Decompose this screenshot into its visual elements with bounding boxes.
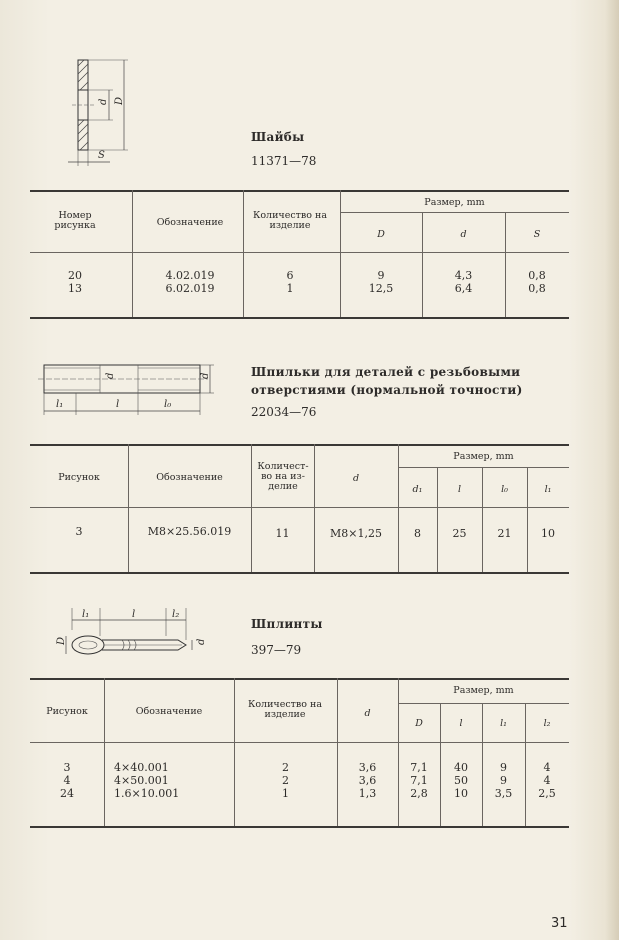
studs-d: М8×1,25 <box>330 527 382 540</box>
page-edge-shadow <box>605 0 619 940</box>
washers-designation: 4.02.019 6.02.019 <box>165 269 215 295</box>
studs-title-line2: отверстиями (нормальной точности) <box>251 383 523 397</box>
cotter-label-l: l <box>132 609 136 620</box>
studs-vline-7 <box>527 467 528 572</box>
cotter-header-l: l <box>459 718 463 729</box>
studs-header-l1: l₁ <box>544 484 552 495</box>
stud-label-d-outer: d <box>200 372 211 379</box>
cotter-title: Шплинты <box>251 617 323 631</box>
cotter-header-bottom <box>30 742 569 743</box>
studs-designation: М8×25.56.019 <box>147 525 232 538</box>
washer-label-d: d <box>98 98 109 105</box>
cotter-top-rule <box>30 678 569 680</box>
studs-bottom-rule <box>30 572 569 574</box>
cotter-fig: 3 4 24 <box>60 761 74 800</box>
studs-vline-4 <box>398 444 399 572</box>
cotter-D: 7,1 7,1 2,8 <box>410 761 428 800</box>
cotter-pin-diagram <box>48 600 208 670</box>
washer-label-D: D <box>114 96 125 105</box>
studs-header-l: l <box>457 484 462 495</box>
washers-vline-2 <box>243 190 244 317</box>
studs-header-designation: Обозначение <box>156 472 223 483</box>
washers-header-D: D <box>377 229 385 240</box>
washer-diagram <box>58 52 148 170</box>
washers-size-divider <box>340 212 569 213</box>
cotter-header-size: Размер, mm <box>453 685 514 696</box>
studs-header-fig: Рисунок <box>58 472 100 483</box>
cotter-designation: 4×40.001 4×50.001 1.6×10.001 <box>114 761 180 800</box>
washers-vline-3 <box>340 190 341 317</box>
washers-header-fig: Номер рисунка <box>54 210 96 231</box>
studs-l0: 21 <box>497 527 512 540</box>
washers-qty: 6 1 <box>286 269 294 295</box>
cotter-qty: 2 2 1 <box>282 761 289 800</box>
studs-vline-1 <box>128 444 129 572</box>
cotter-header-qty: Количество на изделие <box>247 699 322 720</box>
cotter-l2: 4 4 2,5 <box>538 761 556 800</box>
studs-top-rule <box>30 444 569 446</box>
studs-title-line1: Шпильки для деталей с резьбовыми <box>251 365 521 379</box>
washer-label-S: S <box>98 150 105 161</box>
cotter-vline-1 <box>104 678 105 826</box>
cotter-header-designation: Обозначение <box>135 706 203 717</box>
cotter-vline-2 <box>234 678 235 826</box>
washers-standard: 11371—78 <box>251 154 317 168</box>
studs-qty: 11 <box>275 527 290 540</box>
stud-label-d-inner: d <box>105 372 116 379</box>
cotter-vline-3 <box>337 678 338 826</box>
cotter-header-l1: l₁ <box>500 718 507 729</box>
stud-label-l1: l₁ <box>56 399 64 410</box>
studs-header-qty: Количест- во на из- делие <box>257 461 309 492</box>
studs-vline-6 <box>482 467 483 572</box>
washers-header-bottom <box>30 252 569 253</box>
cotter-header-d: d <box>364 708 371 719</box>
cotter-label-l1: l₁ <box>82 609 90 620</box>
washers-vline-1 <box>132 190 133 317</box>
cotter-standard: 397—79 <box>251 643 302 657</box>
washers-D: 9 12,5 <box>368 269 394 295</box>
studs-header-d: d <box>352 473 360 484</box>
washers-vline-5 <box>505 212 506 317</box>
cotter-l1: 9 9 3,5 <box>494 761 513 800</box>
cotter-vline-4 <box>398 678 399 826</box>
cotter-header-D: D <box>415 718 423 729</box>
washers-header-S: S <box>533 229 541 240</box>
studs-header-d1: d₁ <box>412 484 423 495</box>
studs-l: 25 <box>452 527 467 540</box>
studs-fig: 3 <box>75 525 83 538</box>
washers-fig: 20 13 <box>68 269 82 295</box>
page-number: 31 <box>551 916 568 931</box>
studs-header-l0: l₀ <box>501 484 508 495</box>
cotter-header-fig: Рисунок <box>46 706 88 717</box>
washers-header-designation: Обозначение <box>156 217 224 228</box>
studs-vline-2 <box>251 444 252 572</box>
washers-header-qty: Количество на изделие <box>252 210 327 231</box>
studs-vline-5 <box>437 467 438 572</box>
washers-top-rule <box>30 190 569 192</box>
washers-bottom-rule <box>30 317 569 319</box>
studs-header-bottom <box>30 507 569 508</box>
cotter-size-divider <box>398 703 569 704</box>
studs-d1: 8 <box>414 527 421 540</box>
stud-label-l0: l₀ <box>164 399 172 410</box>
cotter-label-l2: l₂ <box>172 609 180 620</box>
cotter-l: 40 50 10 <box>454 761 468 800</box>
cotter-header-l2: l₂ <box>543 718 551 729</box>
studs-l1: 10 <box>541 527 555 540</box>
cotter-bottom-rule <box>30 826 569 828</box>
stud-label-l: l <box>116 399 120 410</box>
washers-d: 4,3 6,4 <box>454 269 473 295</box>
studs-size-divider <box>398 467 569 468</box>
washers-S: 0,8 0,8 <box>528 269 546 295</box>
washers-header-d: d <box>460 229 467 240</box>
cotter-d: 3,6 3,6 1,3 <box>358 761 377 800</box>
studs-standard: 22034—76 <box>251 405 317 419</box>
studs-vline-3 <box>314 444 315 572</box>
stud-diagram <box>36 355 216 425</box>
washers-header-size: Размер, mm <box>424 197 485 208</box>
cotter-label-d: d <box>196 638 207 645</box>
studs-header-size: Размер, mm <box>453 451 514 462</box>
cotter-label-D: D <box>56 636 67 645</box>
washers-vline-4 <box>422 212 423 317</box>
washers-title: Шайбы <box>251 130 305 144</box>
